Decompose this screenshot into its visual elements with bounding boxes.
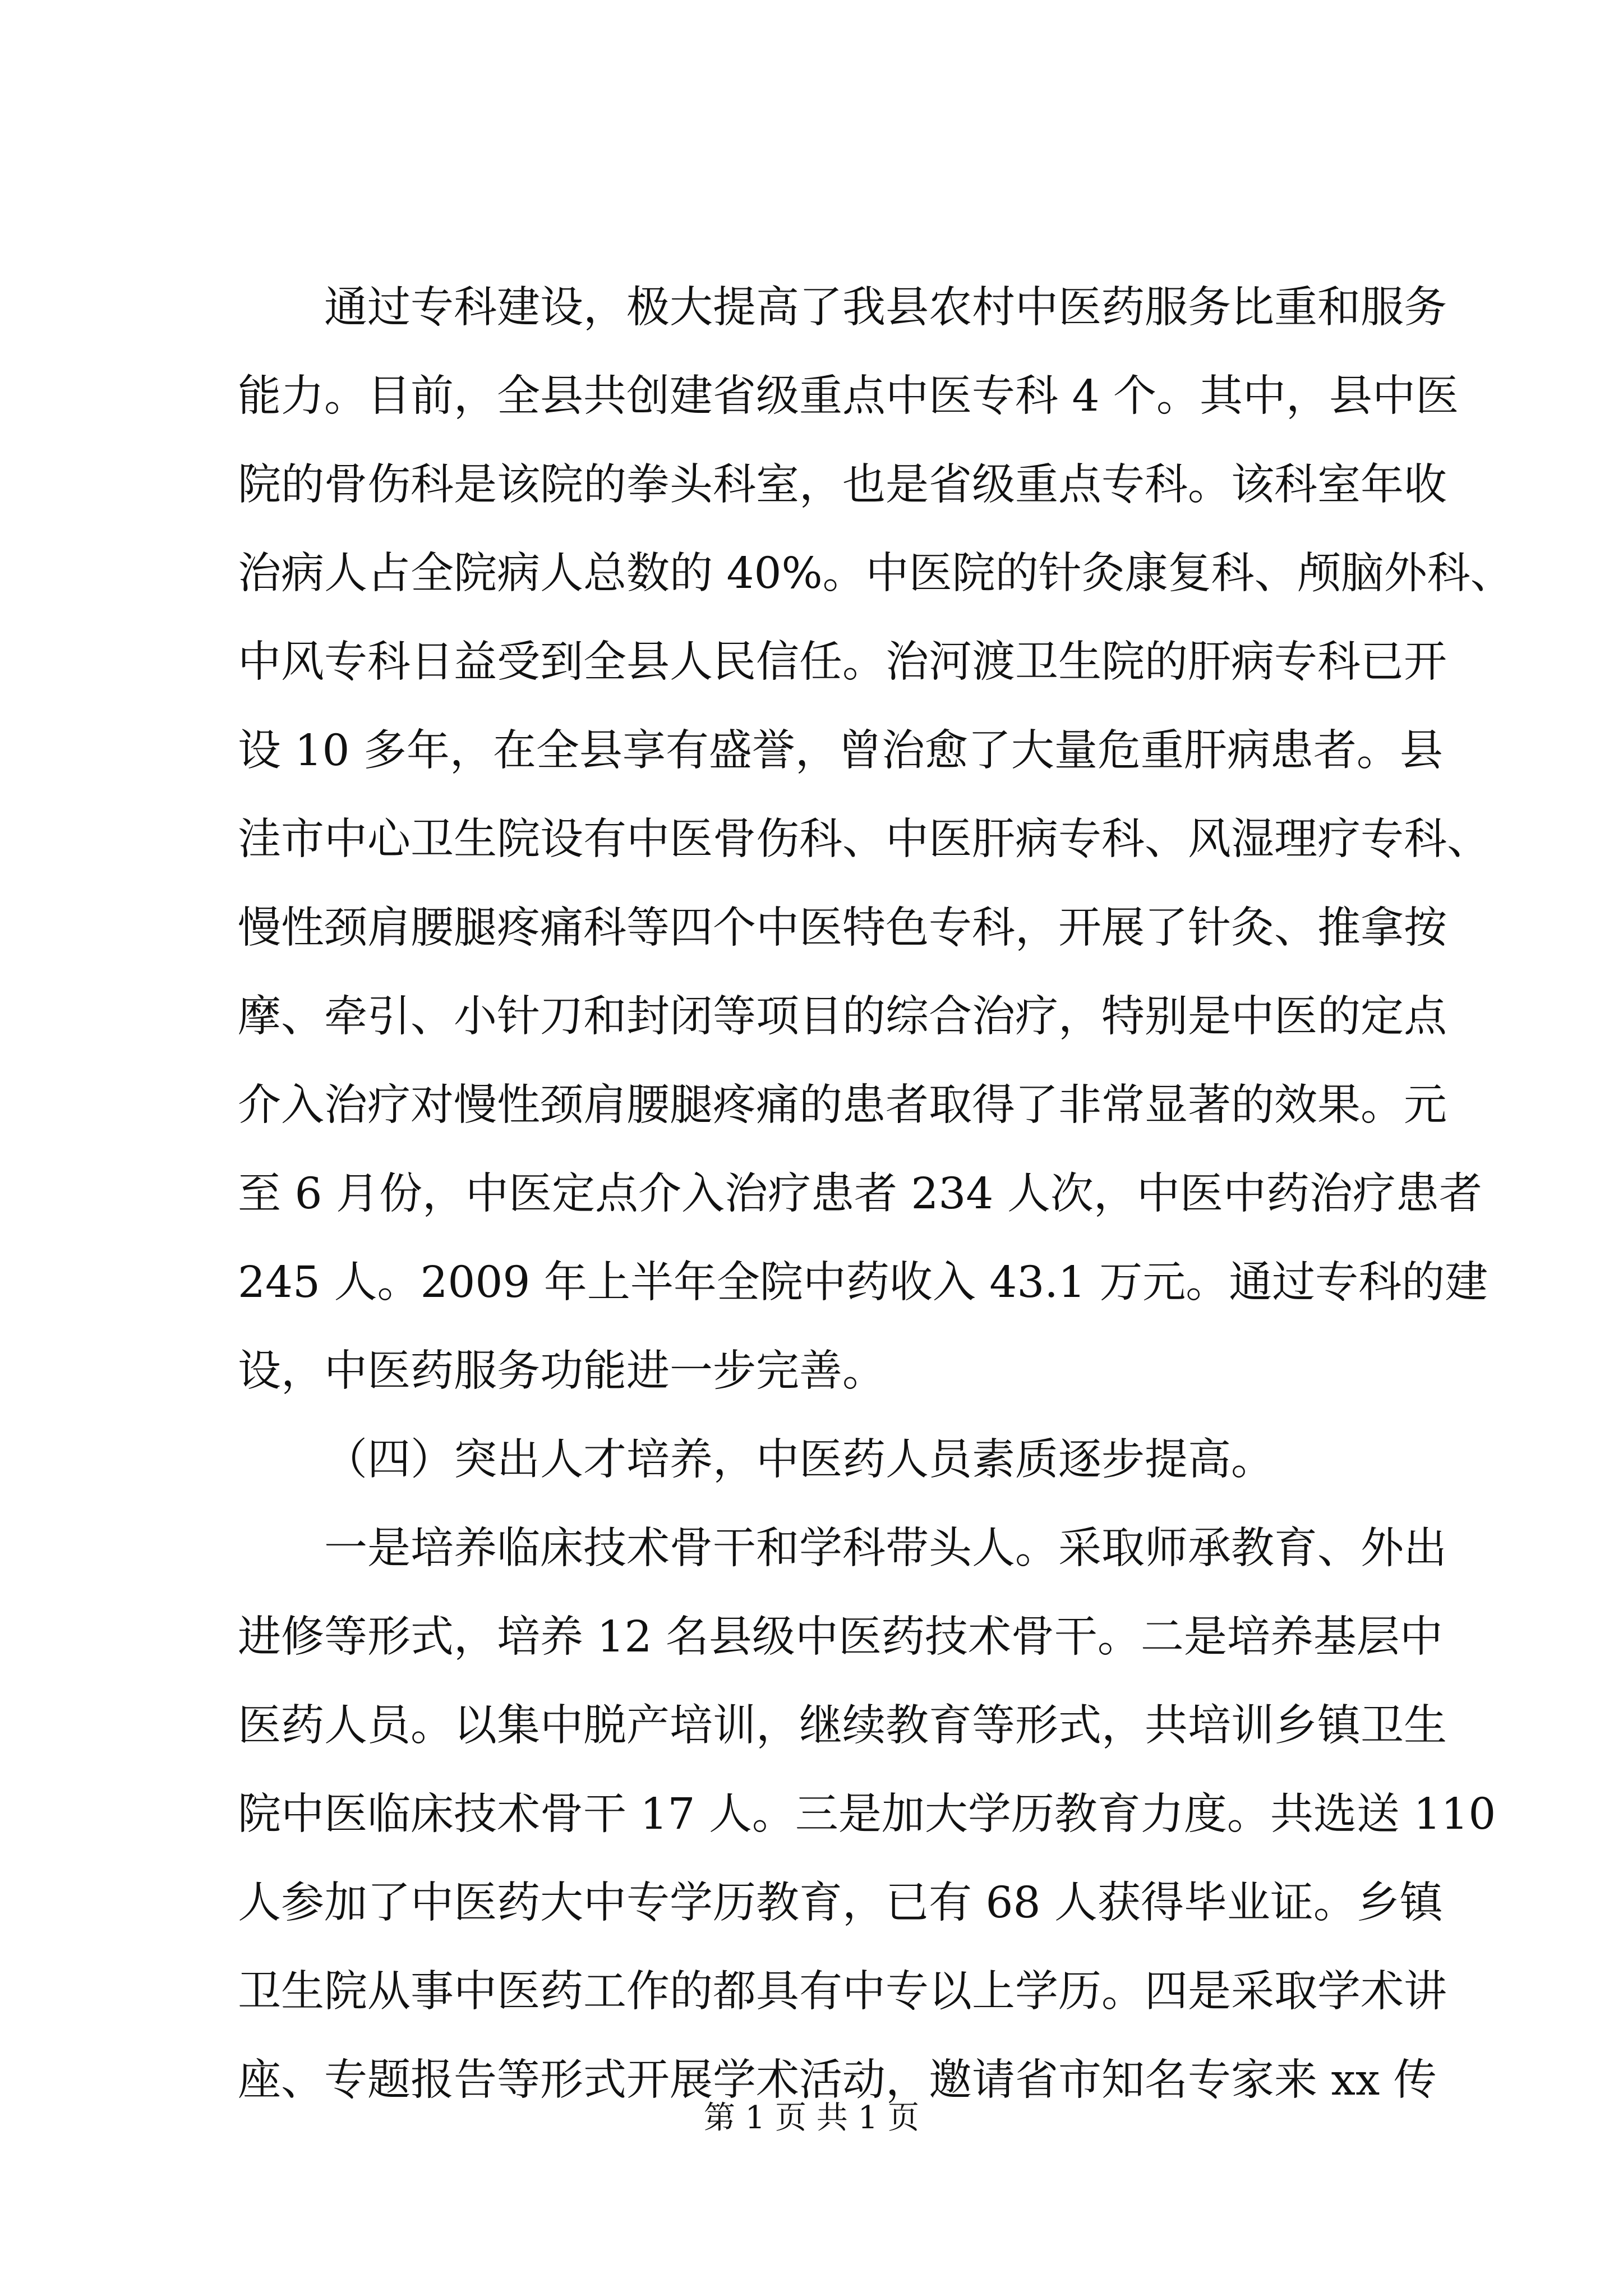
text-line: 设，中医药服务功能进一步完善。	[238, 1346, 886, 1396]
text-line: 人参加了中医药大中专学历教育，已有 68 人获得毕业证。乡镇	[238, 1878, 1443, 1928]
text-line: 座、专题报告等形式开展学术活动，邀请省市知名专家来 xx 传	[238, 2055, 1437, 2105]
text-line: 卫生院从事中医药工作的都具有中专以上学历。四是采取学术讲	[238, 1967, 1447, 2017]
text-line: 245 人。2009 年上半年全院中药收入 43.1 万元。通过专科的建	[238, 1258, 1488, 1308]
text-line: 中风专科日益受到全县人民信任。治河渡卫生院的肝病专科已开	[238, 637, 1447, 687]
text-line: 通过专科建设，极大提高了我县农村中医药服务比重和服务	[324, 283, 1447, 333]
text-line: 摩、牵引、小针刀和封闭等项目的综合治疗，特别是中医的定点	[238, 992, 1447, 1042]
text-line: 设 10 多年，在全县享有盛誉，曾治愈了大量危重肝病患者。县	[238, 726, 1443, 776]
text-line: 一是培养临床技术骨干和学科带头人。采取师承教育、外出	[324, 1524, 1447, 1573]
text-line: 院中医临床技术骨干 17 人。三是加大学历教育力度。共选送 110	[238, 1789, 1496, 1839]
page-footer	[0, 2096, 1623, 2141]
text-line: 进修等形式，培养 12 名县级中医药技术骨干。二是培养基层中	[238, 1612, 1443, 1662]
text-line: 洼市中心卫生院设有中医骨伤科、中医肝病专科、风湿理疗专科、	[238, 815, 1490, 864]
page-number-label: 第 1 页 共 1 页	[703, 2100, 920, 2136]
text-line: 治病人占全院病人总数的 40%。中医院的针灸康复科、颅脑外科、	[238, 549, 1514, 599]
text-line: 慢性颈肩腰腿疼痛科等四个中医特色专科，开展了针灸、推拿按	[238, 903, 1447, 953]
text-line: 能力。目前，全县共创建省级重点中医专科 4 个。其中，县中医	[238, 371, 1459, 421]
text-line: 介入治疗对慢性颈肩腰腿疼痛的患者取得了非常显著的效果。元	[238, 1080, 1447, 1130]
document-body	[238, 264, 1514, 2125]
text-line: 至 6 月份，中医定点介入治疗患者 234 人次，中医中药治疗患者	[238, 1169, 1482, 1219]
text-line: 医药人员。以集中脱产培训，继续教育等形式，共培训乡镇卫生	[238, 1701, 1447, 1751]
section-heading: （四）突出人才培养，中医药人员素质逐步提高。	[324, 1435, 1274, 1485]
text-line: 院的骨伤科是该院的拳头科室，也是省级重点专科。该科室年收	[238, 460, 1447, 510]
